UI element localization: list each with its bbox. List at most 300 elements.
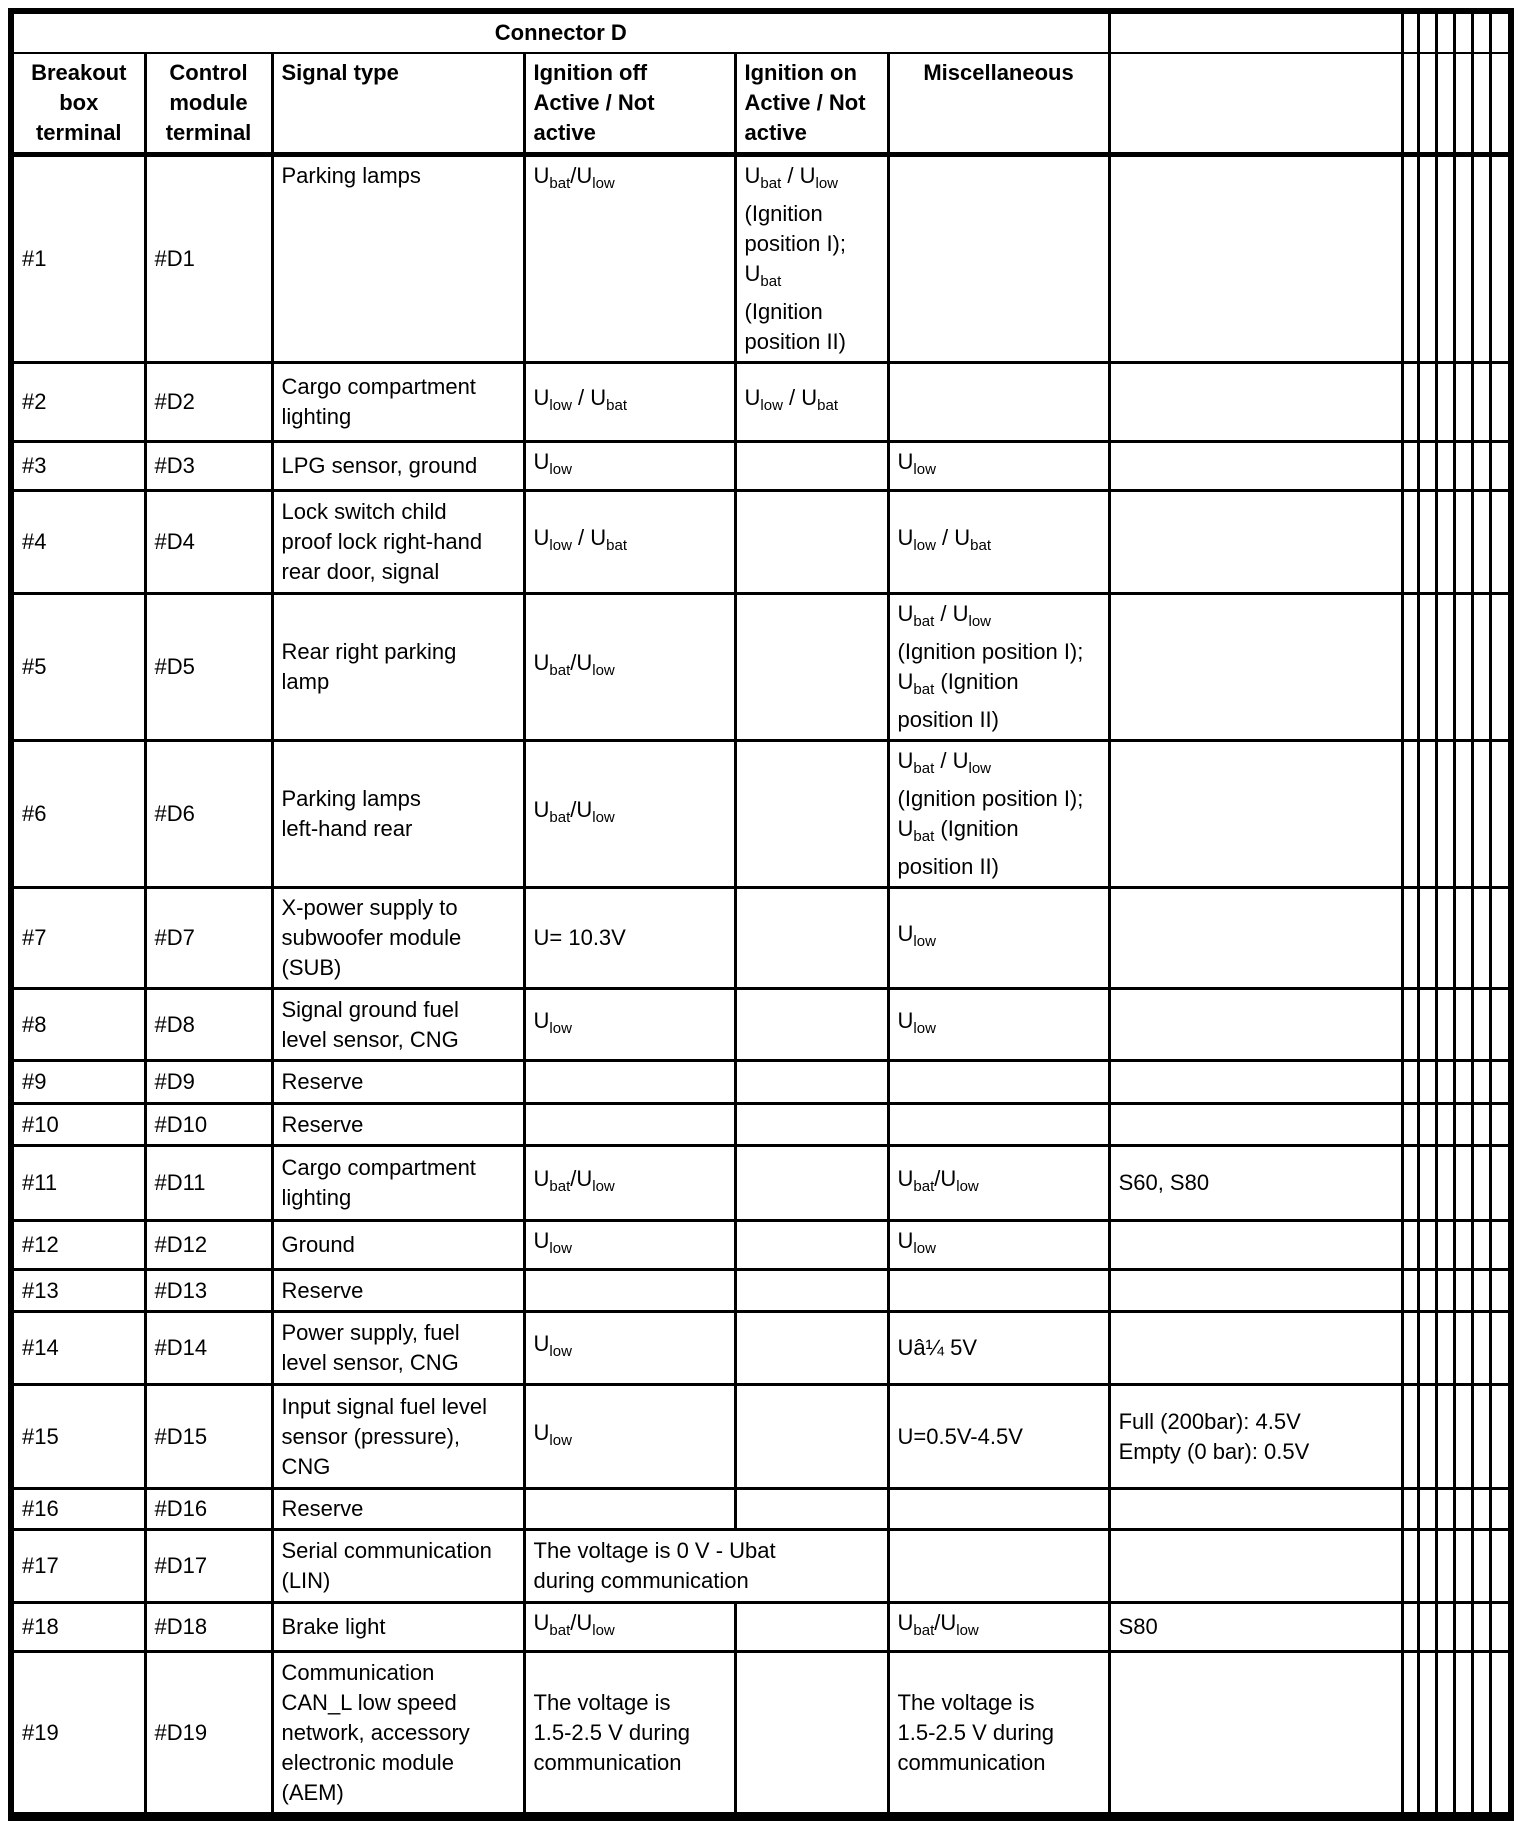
subscript-text: low: [549, 461, 572, 478]
ignition-off-cell: [524, 1270, 735, 1312]
title-row: [14, 14, 1508, 53]
subscript-text: low: [913, 933, 936, 950]
grid-cell: [1472, 155, 1490, 363]
table-row: [14, 1603, 1508, 1652]
table-row: [14, 1146, 1508, 1221]
grid-cell: [1472, 1603, 1490, 1652]
breakout-terminal-cell: #4: [14, 491, 145, 594]
ignition-on-cell: [735, 1061, 888, 1104]
subscript-text: bat: [549, 1178, 571, 1195]
grid-cell: [1490, 1652, 1508, 1814]
module-terminal-cell: #D14: [145, 1312, 272, 1385]
ignition-on-cell: [735, 594, 888, 741]
ignition-off-cell: $U_{bat}/U_{low}$: [524, 1603, 735, 1652]
ignition-on-cell: [735, 989, 888, 1061]
miscellaneous-cell: $U_{bat} / U_{low}$ (Ignition position I); $U_{bat}$ (Ignition position II): [888, 741, 1109, 888]
grid-cell: [1436, 1221, 1454, 1270]
grid-cell: [1402, 1270, 1418, 1312]
ignition-on-cell: [735, 442, 888, 491]
grid-cell: [1472, 491, 1490, 594]
ignition-off-on-cell: The voltage is 0 V - Ubat during communication: [524, 1530, 888, 1603]
subscript-text: bat: [913, 828, 935, 845]
notes-cell: [1109, 1652, 1402, 1814]
notes-cell: [1109, 1104, 1402, 1146]
subscript-text: low: [549, 1019, 572, 1037]
module-terminal-cell: #D6: [145, 741, 272, 888]
notes-cell: Full (200bar): 4.5V Empty (0 bar): 0.5V: [1109, 1385, 1402, 1489]
module-terminal-cell: #D9: [145, 1061, 272, 1104]
grid-cell: [1472, 363, 1490, 442]
breakout-terminal-cell: #2: [14, 363, 145, 442]
notes-cell: [1109, 1530, 1402, 1603]
grid-cell: [1472, 1061, 1490, 1104]
ignition-off-cell: The voltage is 1.5-2.5 V during communication: [524, 1652, 735, 1814]
ignition-off-cell: [524, 1104, 735, 1146]
subscript-text: low: [592, 1178, 615, 1195]
miscellaneous-cell: [888, 1530, 1109, 1603]
signal-type-cell: Parking lamps: [272, 155, 524, 363]
breakout-terminal-cell: #11: [14, 1146, 145, 1221]
grid-cell: [1490, 53, 1508, 155]
column-header-notes: [1109, 53, 1402, 155]
grid-cell: [1436, 1104, 1454, 1146]
subscript-text: low: [549, 537, 572, 554]
miscellaneous-cell: Uâ¼ 5V: [888, 1312, 1109, 1385]
signal-type-cell: Reserve: [272, 1270, 524, 1312]
table-row: [14, 888, 1508, 989]
ignition-off-cell: U= 10.3V: [524, 888, 735, 989]
grid-cell: [1436, 363, 1454, 442]
breakout-terminal-cell: #17: [14, 1530, 145, 1603]
grid-cell: [1454, 1652, 1472, 1814]
signal-type-cell: Ground: [272, 1221, 524, 1270]
grid-cell: [1402, 1104, 1418, 1146]
table-row: [14, 1489, 1508, 1530]
grid-cell: [1454, 1104, 1472, 1146]
grid-cell: [1454, 363, 1472, 442]
grid-cell: [1490, 363, 1508, 442]
breakout-terminal-cell: #9: [14, 1061, 145, 1104]
grid-cell: [1418, 155, 1436, 363]
breakout-terminal-cell: #10: [14, 1104, 145, 1146]
notes-cell: [1109, 1270, 1402, 1312]
ignition-off-cell: $U_{low} / U_{bat}$: [524, 491, 735, 594]
grid-cell: [1402, 594, 1418, 741]
signal-type-cell: Power supply, fuel level sensor, CNG: [272, 1312, 524, 1385]
grid-cell: [1472, 53, 1490, 155]
table-row: [14, 1530, 1508, 1603]
grid-cell: [1436, 594, 1454, 741]
grid-cell: [1418, 491, 1436, 594]
subscript-text: bat: [760, 273, 782, 290]
subscript-text: bat: [913, 613, 935, 630]
miscellaneous-cell: $U_{low}$: [888, 442, 1109, 491]
miscellaneous-cell: [888, 1104, 1109, 1146]
grid-cell: [1402, 1652, 1418, 1814]
table-row: [14, 491, 1508, 594]
subscript-text: bat: [913, 681, 935, 698]
table-row: [14, 442, 1508, 491]
grid-cell: [1418, 594, 1436, 741]
subscript-text: low: [913, 1240, 936, 1257]
grid-cell: [1490, 1061, 1508, 1104]
grid-cell: [1454, 594, 1472, 741]
grid-cell: [1472, 1312, 1490, 1385]
breakout-terminal-cell: #13: [14, 1270, 145, 1312]
notes-cell: [1109, 594, 1402, 741]
grid-cell: [1418, 1530, 1436, 1603]
grid-cell: [1490, 741, 1508, 888]
grid-cell: [1454, 1385, 1472, 1489]
breakout-terminal-cell: #1: [14, 155, 145, 363]
grid-cell: [1490, 1104, 1508, 1146]
grid-cell: [1472, 1652, 1490, 1814]
miscellaneous-cell: $U_{bat}/U_{low}$: [888, 1603, 1109, 1652]
ignition-off-cell: [524, 1489, 735, 1530]
module-terminal-cell: #D13: [145, 1270, 272, 1312]
subscript-text: bat: [913, 1622, 935, 1639]
grid-cell: [1454, 155, 1472, 363]
grid-cell: [1454, 1312, 1472, 1385]
breakout-terminal-cell: #19: [14, 1652, 145, 1814]
notes-cell: S80: [1109, 1603, 1402, 1652]
grid-cell: [1454, 1061, 1472, 1104]
subscript-text: bat: [760, 175, 782, 192]
ignition-off-cell: $U_{low}$: [524, 1312, 735, 1385]
grid-cell: [1490, 1530, 1508, 1603]
miscellaneous-cell: $U_{low}$: [888, 989, 1109, 1061]
subscript-text: bat: [970, 537, 991, 554]
ignition-off-cell: $U_{low}$: [524, 1385, 735, 1489]
title-spacer-cell: [1109, 14, 1402, 53]
grid-cell: [1436, 989, 1454, 1061]
ignition-on-cell: [735, 1603, 888, 1652]
ignition-off-cell: $U_{low}$: [524, 442, 735, 491]
module-terminal-cell: #D19: [145, 1652, 272, 1814]
notes-cell: [1109, 155, 1402, 363]
grid-cell: [1472, 1385, 1490, 1489]
grid-cell: [1402, 1385, 1418, 1489]
signal-type-cell: Rear right parking lamp: [272, 594, 524, 741]
grid-cell: [1472, 1221, 1490, 1270]
grid-cell: [1418, 1221, 1436, 1270]
subscript-text: bat: [606, 537, 627, 554]
miscellaneous-cell: $U_{bat}/U_{low}$: [888, 1146, 1109, 1221]
table-row: [14, 1270, 1508, 1312]
module-terminal-cell: #D17: [145, 1530, 272, 1603]
notes-cell: [1109, 1221, 1402, 1270]
grid-cell: [1436, 1312, 1454, 1385]
grid-cell: [1402, 1061, 1418, 1104]
grid-cell: [1436, 1270, 1454, 1312]
subscript-text: low: [549, 1240, 572, 1257]
grid-cell: [1490, 888, 1508, 989]
grid-cell: [1472, 442, 1490, 491]
grid-cell: [1418, 1270, 1436, 1312]
signal-type-cell: LPG sensor, ground: [272, 442, 524, 491]
notes-cell: [1109, 1489, 1402, 1530]
grid-cell: [1436, 1061, 1454, 1104]
grid-cell: [1490, 989, 1508, 1061]
grid-cell: [1454, 14, 1472, 53]
column-header-signal-type: Signal type: [272, 53, 524, 155]
subscript-text: bat: [817, 397, 838, 414]
grid-cell: [1490, 442, 1508, 491]
breakout-terminal-cell: #14: [14, 1312, 145, 1385]
grid-cell: [1418, 363, 1436, 442]
grid-cell: [1402, 1221, 1418, 1270]
grid-cell: [1454, 491, 1472, 594]
ignition-off-cell: $U_{bat}/U_{low}$: [524, 1146, 735, 1221]
subscript-text: bat: [913, 760, 935, 777]
table-row: [14, 1104, 1508, 1146]
subscript-text: low: [956, 1178, 979, 1195]
grid-cell: [1436, 1385, 1454, 1489]
table-row: [14, 1061, 1508, 1104]
grid-cell: [1472, 1270, 1490, 1312]
grid-cell: [1490, 594, 1508, 741]
table-row: [14, 741, 1508, 888]
grid-cell: [1402, 442, 1418, 491]
module-terminal-cell: #D10: [145, 1104, 272, 1146]
subscript-text: low: [592, 662, 615, 679]
column-header-module-terminal: Control module terminal: [145, 53, 272, 155]
notes-cell: [1109, 491, 1402, 594]
grid-cell: [1436, 741, 1454, 888]
ignition-off-cell: $U_{bat}/U_{low}$: [524, 741, 735, 888]
grid-cell: [1418, 14, 1436, 53]
module-terminal-cell: #D5: [145, 594, 272, 741]
subscript-text: low: [549, 1343, 572, 1360]
grid-cell: [1436, 1146, 1454, 1221]
grid-cell: [1418, 888, 1436, 989]
subscript-text: low: [592, 175, 615, 192]
table-row: [14, 1312, 1508, 1385]
grid-cell: [1454, 741, 1472, 888]
grid-cell: [1454, 1270, 1472, 1312]
ignition-off-cell: $U_{bat}/U_{low}$: [524, 594, 735, 741]
notes-cell: S60, S80: [1109, 1146, 1402, 1221]
module-terminal-cell: #D8: [145, 989, 272, 1061]
grid-cell: [1472, 1530, 1490, 1603]
table-row: [14, 1652, 1508, 1814]
grid-cell: [1418, 1603, 1436, 1652]
miscellaneous-cell: $U_{low}$: [888, 888, 1109, 989]
grid-cell: [1418, 53, 1436, 155]
subscript-text: bat: [549, 662, 571, 679]
breakout-terminal-cell: #15: [14, 1385, 145, 1489]
connector-table-wrapper: [8, 8, 1514, 1821]
grid-cell: [1454, 442, 1472, 491]
ignition-on-cell: [735, 1652, 888, 1814]
notes-cell: [1109, 989, 1402, 1061]
miscellaneous-cell: $U_{low} / U_{bat}$: [888, 491, 1109, 594]
subscript-text: low: [592, 809, 615, 826]
grid-cell: [1490, 491, 1508, 594]
miscellaneous-cell: The voltage is 1.5-2.5 V during communication: [888, 1652, 1109, 1814]
grid-cell: [1402, 363, 1418, 442]
module-terminal-cell: #D1: [145, 155, 272, 363]
miscellaneous-cell: $U_{bat} / U_{low}$ (Ignition position I); $U_{bat}$ (Ignition position II): [888, 594, 1109, 741]
ignition-on-cell: [735, 1104, 888, 1146]
grid-cell: [1436, 155, 1454, 363]
grid-cell: [1418, 1312, 1436, 1385]
module-terminal-cell: #D7: [145, 888, 272, 989]
grid-cell: [1402, 1530, 1418, 1603]
notes-cell: [1109, 1312, 1402, 1385]
grid-cell: [1436, 1489, 1454, 1530]
grid-cell: [1402, 1146, 1418, 1221]
table-row: [14, 155, 1508, 363]
grid-cell: [1436, 1603, 1454, 1652]
ignition-on-cell: $U_{bat} / U_{low}$ (Ignition position I); $U_{bat}$ (Ignition position II): [735, 155, 888, 363]
table-row: [14, 363, 1508, 442]
subscript-text: low: [956, 1622, 979, 1639]
grid-cell: [1402, 491, 1418, 594]
breakout-terminal-cell: #12: [14, 1221, 145, 1270]
breakout-terminal-cell: #18: [14, 1603, 145, 1652]
grid-cell: [1454, 1530, 1472, 1603]
grid-cell: [1402, 1603, 1418, 1652]
subscript-text: low: [913, 461, 936, 478]
notes-cell: [1109, 442, 1402, 491]
grid-cell: [1454, 53, 1472, 155]
ignition-on-cell: [735, 1270, 888, 1312]
breakout-terminal-cell: #6: [14, 741, 145, 888]
grid-cell: [1418, 741, 1436, 888]
signal-type-cell: Reserve: [272, 1104, 524, 1146]
subscript-text: low: [913, 537, 936, 554]
signal-type-cell: Reserve: [272, 1061, 524, 1104]
grid-cell: [1472, 741, 1490, 888]
signal-type-cell: X-power supply to subwoofer module (SUB): [272, 888, 524, 989]
ignition-on-cell: [735, 1146, 888, 1221]
breakout-terminal-cell: #8: [14, 989, 145, 1061]
signal-type-cell: Reserve: [272, 1489, 524, 1530]
column-header-ignition-off: Ignition off Active / Not active: [524, 53, 735, 155]
grid-cell: [1436, 442, 1454, 491]
grid-cell: [1418, 1146, 1436, 1221]
subscript-text: low: [913, 1019, 936, 1037]
grid-cell: [1436, 53, 1454, 155]
grid-cell: [1490, 14, 1508, 53]
column-header-breakout-terminal: Breakout box terminal: [14, 53, 145, 155]
miscellaneous-cell: [888, 1489, 1109, 1530]
subscript-text: bat: [549, 175, 571, 192]
ignition-on-cell: [735, 888, 888, 989]
subscript-text: bat: [549, 809, 571, 826]
grid-cell: [1402, 888, 1418, 989]
subscript-text: low: [968, 613, 991, 630]
module-terminal-cell: #D3: [145, 442, 272, 491]
ignition-on-cell: [735, 1385, 888, 1489]
signal-type-cell: Lock switch child proof lock right-hand rear door, signal: [272, 491, 524, 594]
subscript-text: low: [968, 760, 991, 777]
table-row: [14, 594, 1508, 741]
grid-cell: [1402, 155, 1418, 363]
connector-table: [14, 14, 1508, 1815]
column-header-ignition-on: Ignition on Active / Not active: [735, 53, 888, 155]
grid-cell: [1436, 14, 1454, 53]
grid-cell: [1418, 989, 1436, 1061]
grid-cell: [1418, 1385, 1436, 1489]
miscellaneous-cell: [888, 1270, 1109, 1312]
grid-cell: [1418, 1652, 1436, 1814]
grid-cell: [1490, 1603, 1508, 1652]
grid-cell: [1490, 1221, 1508, 1270]
signal-type-cell: Signal ground fuel level sensor, CNG: [272, 989, 524, 1061]
table-body: [14, 14, 1508, 1814]
module-terminal-cell: #D2: [145, 363, 272, 442]
grid-cell: [1472, 1489, 1490, 1530]
subscript-text: low: [549, 397, 572, 414]
subscript-text: low: [815, 175, 838, 192]
grid-cell: [1490, 155, 1508, 363]
signal-type-cell: Serial communication (LIN): [272, 1530, 524, 1603]
ignition-off-cell: $U_{low} / U_{bat}$: [524, 363, 735, 442]
grid-cell: [1436, 491, 1454, 594]
grid-cell: [1402, 1489, 1418, 1530]
ignition-on-cell: [735, 1312, 888, 1385]
miscellaneous-cell: [888, 1061, 1109, 1104]
grid-cell: [1436, 1530, 1454, 1603]
signal-type-cell: Cargo compartment lighting: [272, 363, 524, 442]
ignition-off-cell: $U_{low}$: [524, 1221, 735, 1270]
grid-cell: [1454, 1146, 1472, 1221]
grid-cell: [1402, 741, 1418, 888]
grid-cell: [1454, 888, 1472, 989]
table-row: [14, 1385, 1508, 1489]
notes-cell: [1109, 741, 1402, 888]
grid-cell: [1472, 888, 1490, 989]
ignition-off-cell: $U_{low}$: [524, 989, 735, 1061]
ignition-off-cell: [524, 1061, 735, 1104]
module-terminal-cell: #D16: [145, 1489, 272, 1530]
ignition-off-cell: $U_{bat}/U_{low}$: [524, 155, 735, 363]
subscript-text: bat: [606, 397, 627, 414]
grid-cell: [1418, 1104, 1436, 1146]
grid-cell: [1454, 1221, 1472, 1270]
grid-cell: [1418, 442, 1436, 491]
grid-cell: [1472, 1146, 1490, 1221]
subscript-text: bat: [549, 1622, 571, 1639]
breakout-terminal-cell: #3: [14, 442, 145, 491]
grid-cell: [1490, 1146, 1508, 1221]
breakout-terminal-cell: #7: [14, 888, 145, 989]
signal-type-cell: Parking lamps left-hand rear: [272, 741, 524, 888]
grid-cell: [1418, 1061, 1436, 1104]
grid-cell: [1402, 14, 1418, 53]
grid-cell: [1490, 1270, 1508, 1312]
ignition-on-cell: [735, 1221, 888, 1270]
grid-cell: [1472, 14, 1490, 53]
signal-type-cell: Brake light: [272, 1603, 524, 1652]
grid-cell: [1490, 1312, 1508, 1385]
subscript-text: bat: [913, 1178, 935, 1195]
signal-type-cell: Input signal fuel level sensor (pressure), CNG: [272, 1385, 524, 1489]
signal-type-cell: Cargo compartment lighting: [272, 1146, 524, 1221]
module-terminal-cell: #D15: [145, 1385, 272, 1489]
subscript-text: low: [592, 1622, 615, 1639]
miscellaneous-cell: U=0.5V-4.5V: [888, 1385, 1109, 1489]
subscript-text: low: [760, 397, 783, 414]
grid-cell: [1418, 1489, 1436, 1530]
ignition-on-cell: [735, 1489, 888, 1530]
module-terminal-cell: #D11: [145, 1146, 272, 1221]
breakout-terminal-cell: #5: [14, 594, 145, 741]
grid-cell: [1454, 1603, 1472, 1652]
signal-type-cell: Communication CAN_L low speed network, accessory electronic module (AEM): [272, 1652, 524, 1814]
